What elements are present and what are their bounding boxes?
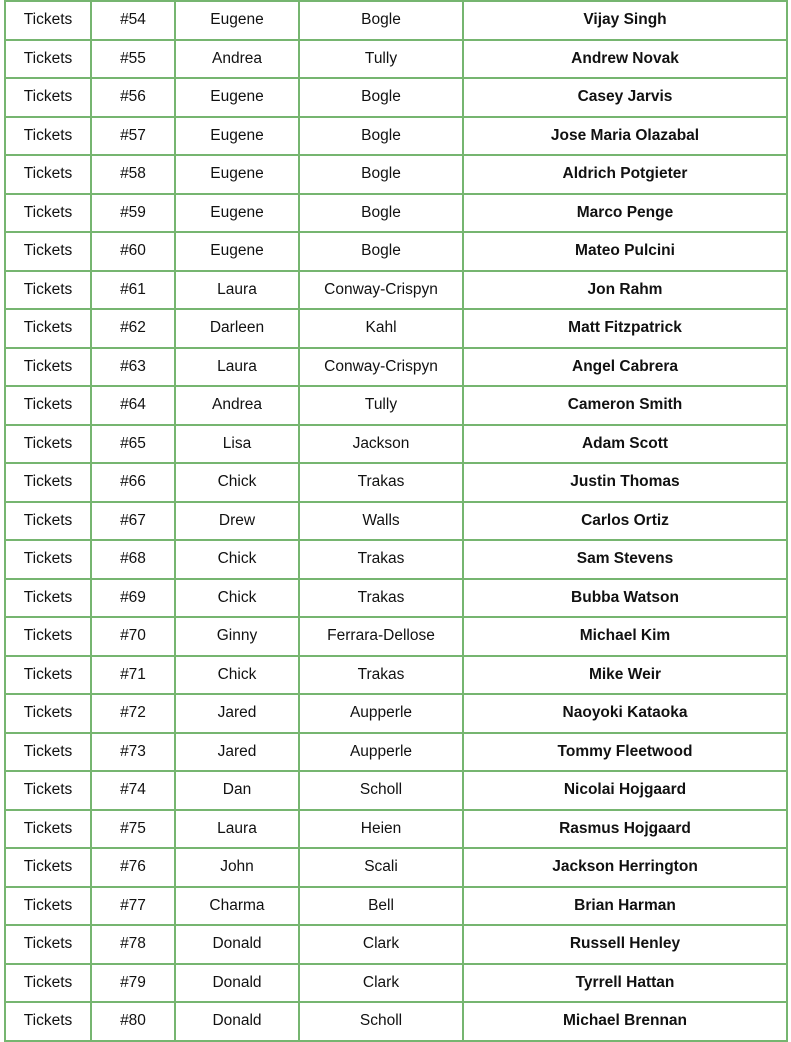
cell-last-name: Trakas (299, 540, 463, 579)
table-row (5, 579, 787, 618)
table-row (5, 40, 787, 79)
table-row (5, 386, 787, 425)
table-row (5, 694, 787, 733)
cell-number: #79 (91, 964, 175, 1003)
cell-player: Naoyoki Kataoka (463, 694, 787, 733)
cell-last-name: Bogle (299, 232, 463, 271)
cell-number: #61 (91, 271, 175, 310)
cell-first-name: Donald (175, 964, 299, 1003)
cell-type: Tickets (5, 964, 91, 1003)
cell-last-name: Walls (299, 502, 463, 541)
table-row (5, 540, 787, 579)
cell-first-name: Donald (175, 925, 299, 964)
cell-type: Tickets (5, 617, 91, 656)
cell-number: #76 (91, 848, 175, 887)
cell-first-name: Drew (175, 502, 299, 541)
cell-type: Tickets (5, 733, 91, 772)
ticket-assignments-table (4, 0, 788, 1042)
cell-player: Tyrrell Hattan (463, 964, 787, 1003)
cell-last-name: Heien (299, 810, 463, 849)
cell-type: Tickets (5, 579, 91, 618)
cell-first-name: Andrea (175, 386, 299, 425)
cell-player: Sam Stevens (463, 540, 787, 579)
cell-number: #66 (91, 463, 175, 502)
cell-player: Bubba Watson (463, 579, 787, 618)
cell-first-name: Eugene (175, 78, 299, 117)
cell-last-name: Scholl (299, 771, 463, 810)
cell-number: #73 (91, 733, 175, 772)
cell-last-name: Jackson (299, 425, 463, 464)
cell-last-name: Scali (299, 848, 463, 887)
cell-type: Tickets (5, 194, 91, 233)
table-row (5, 348, 787, 387)
cell-type: Tickets (5, 771, 91, 810)
table-row (5, 964, 787, 1003)
cell-number: #72 (91, 694, 175, 733)
cell-type: Tickets (5, 656, 91, 695)
cell-first-name: John (175, 848, 299, 887)
cell-first-name: Eugene (175, 117, 299, 156)
cell-type: Tickets (5, 309, 91, 348)
cell-type: Tickets (5, 78, 91, 117)
cell-last-name: Ferrara-Dellose (299, 617, 463, 656)
table-row (5, 78, 787, 117)
cell-last-name: Bogle (299, 1, 463, 40)
table-row (5, 1002, 787, 1041)
cell-type: Tickets (5, 694, 91, 733)
cell-last-name: Clark (299, 964, 463, 1003)
cell-number: #64 (91, 386, 175, 425)
cell-first-name: Dan (175, 771, 299, 810)
cell-number: #56 (91, 78, 175, 117)
cell-player: Mike Weir (463, 656, 787, 695)
cell-player: Mateo Pulcini (463, 232, 787, 271)
cell-type: Tickets (5, 271, 91, 310)
cell-player: Nicolai Hojgaard (463, 771, 787, 810)
cell-last-name: Kahl (299, 309, 463, 348)
table-row (5, 271, 787, 310)
table-row (5, 810, 787, 849)
cell-player: Matt Fitzpatrick (463, 309, 787, 348)
cell-player: Brian Harman (463, 887, 787, 926)
cell-last-name: Trakas (299, 656, 463, 695)
cell-number: #57 (91, 117, 175, 156)
cell-number: #63 (91, 348, 175, 387)
cell-player: Rasmus Hojgaard (463, 810, 787, 849)
table-row (5, 309, 787, 348)
cell-number: #74 (91, 771, 175, 810)
cell-first-name: Laura (175, 271, 299, 310)
cell-last-name: Bell (299, 887, 463, 926)
cell-last-name: Tully (299, 386, 463, 425)
cell-number: #80 (91, 1002, 175, 1041)
cell-first-name: Eugene (175, 1, 299, 40)
cell-player: Adam Scott (463, 425, 787, 464)
cell-player: Carlos Ortiz (463, 502, 787, 541)
cell-first-name: Andrea (175, 40, 299, 79)
cell-number: #70 (91, 617, 175, 656)
cell-player: Aldrich Potgieter (463, 155, 787, 194)
cell-last-name: Aupperle (299, 694, 463, 733)
cell-type: Tickets (5, 463, 91, 502)
cell-type: Tickets (5, 848, 91, 887)
cell-player: Andrew Novak (463, 40, 787, 79)
cell-type: Tickets (5, 502, 91, 541)
cell-player: Michael Kim (463, 617, 787, 656)
cell-last-name: Scholl (299, 1002, 463, 1041)
cell-last-name: Trakas (299, 463, 463, 502)
cell-player: Cameron Smith (463, 386, 787, 425)
cell-last-name: Aupperle (299, 733, 463, 772)
cell-number: #62 (91, 309, 175, 348)
cell-type: Tickets (5, 810, 91, 849)
cell-first-name: Laura (175, 348, 299, 387)
cell-player: Casey Jarvis (463, 78, 787, 117)
cell-number: #71 (91, 656, 175, 695)
cell-player: Justin Thomas (463, 463, 787, 502)
cell-last-name: Bogle (299, 78, 463, 117)
cell-number: #60 (91, 232, 175, 271)
table-body (5, 1, 787, 1041)
cell-last-name: Clark (299, 925, 463, 964)
cell-last-name: Conway-Crispyn (299, 348, 463, 387)
cell-first-name: Donald (175, 1002, 299, 1041)
cell-number: #65 (91, 425, 175, 464)
cell-number: #58 (91, 155, 175, 194)
table-row (5, 463, 787, 502)
cell-first-name: Chick (175, 540, 299, 579)
cell-type: Tickets (5, 386, 91, 425)
table-row (5, 925, 787, 964)
cell-first-name: Ginny (175, 617, 299, 656)
table-row (5, 232, 787, 271)
cell-first-name: Chick (175, 463, 299, 502)
cell-type: Tickets (5, 425, 91, 464)
cell-first-name: Charma (175, 887, 299, 926)
cell-number: #77 (91, 887, 175, 926)
table-row (5, 733, 787, 772)
cell-first-name: Jared (175, 694, 299, 733)
cell-type: Tickets (5, 925, 91, 964)
cell-last-name: Bogle (299, 117, 463, 156)
cell-player: Jackson Herrington (463, 848, 787, 887)
cell-type: Tickets (5, 117, 91, 156)
table-row (5, 194, 787, 233)
cell-type: Tickets (5, 540, 91, 579)
cell-first-name: Chick (175, 656, 299, 695)
cell-player: Tommy Fleetwood (463, 733, 787, 772)
cell-first-name: Chick (175, 579, 299, 618)
cell-number: #67 (91, 502, 175, 541)
cell-first-name: Darleen (175, 309, 299, 348)
cell-player: Vijay Singh (463, 1, 787, 40)
cell-type: Tickets (5, 1002, 91, 1041)
cell-number: #59 (91, 194, 175, 233)
table-row (5, 771, 787, 810)
cell-first-name: Laura (175, 810, 299, 849)
cell-last-name: Trakas (299, 579, 463, 618)
table-row (5, 848, 787, 887)
cell-number: #55 (91, 40, 175, 79)
table-row (5, 1, 787, 40)
table-row (5, 425, 787, 464)
table-row (5, 656, 787, 695)
cell-type: Tickets (5, 348, 91, 387)
cell-first-name: Eugene (175, 232, 299, 271)
table-row (5, 887, 787, 926)
cell-last-name: Bogle (299, 155, 463, 194)
cell-player: Jose Maria Olazabal (463, 117, 787, 156)
cell-number: #69 (91, 579, 175, 618)
cell-first-name: Eugene (175, 194, 299, 233)
cell-number: #75 (91, 810, 175, 849)
cell-type: Tickets (5, 40, 91, 79)
cell-first-name: Lisa (175, 425, 299, 464)
cell-first-name: Jared (175, 733, 299, 772)
cell-type: Tickets (5, 1, 91, 40)
table-row (5, 155, 787, 194)
table-row (5, 502, 787, 541)
cell-type: Tickets (5, 155, 91, 194)
cell-player: Russell Henley (463, 925, 787, 964)
cell-last-name: Conway-Crispyn (299, 271, 463, 310)
cell-type: Tickets (5, 232, 91, 271)
cell-type: Tickets (5, 887, 91, 926)
cell-player: Michael Brennan (463, 1002, 787, 1041)
cell-player: Angel Cabrera (463, 348, 787, 387)
table-row (5, 117, 787, 156)
cell-last-name: Tully (299, 40, 463, 79)
cell-number: #78 (91, 925, 175, 964)
cell-number: #54 (91, 1, 175, 40)
cell-last-name: Bogle (299, 194, 463, 233)
cell-first-name: Eugene (175, 155, 299, 194)
table-row (5, 617, 787, 656)
cell-player: Marco Penge (463, 194, 787, 233)
cell-player: Jon Rahm (463, 271, 787, 310)
cell-number: #68 (91, 540, 175, 579)
